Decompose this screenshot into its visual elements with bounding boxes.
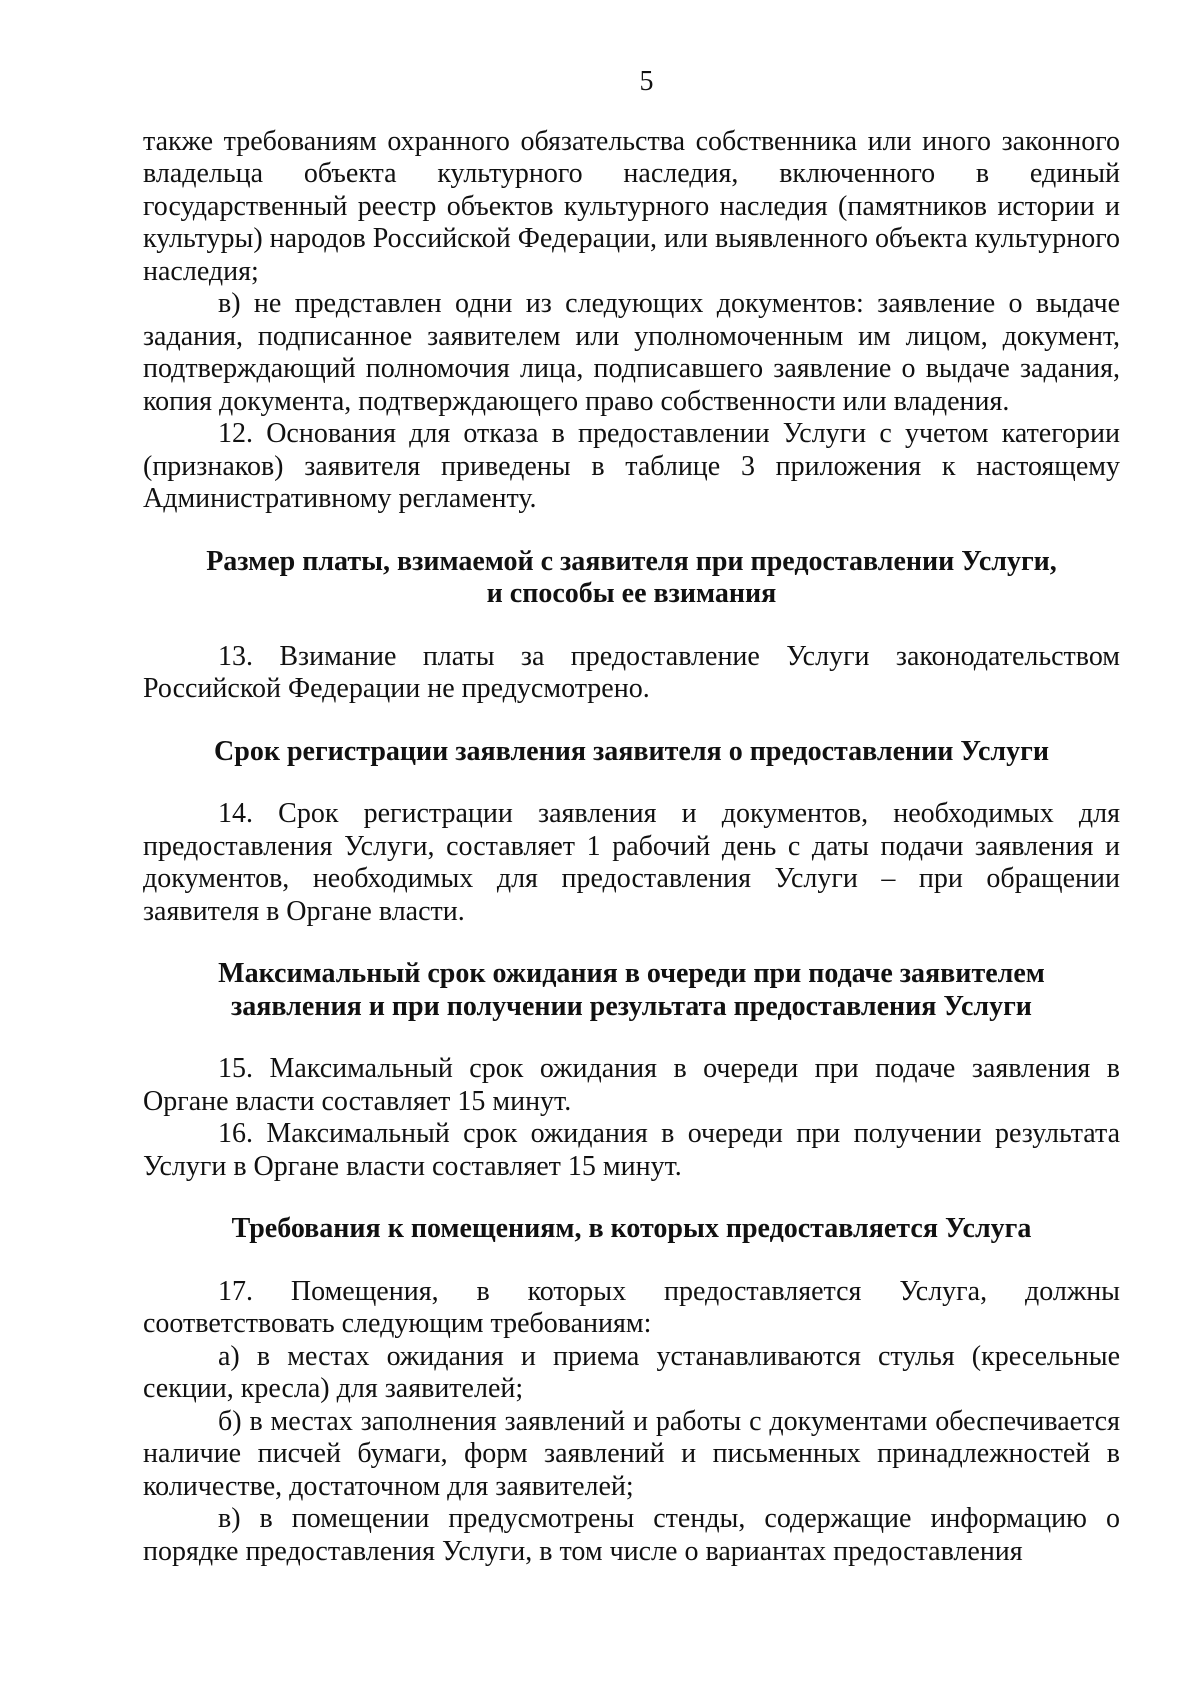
page-number: 5	[639, 66, 654, 97]
paragraph-13: 13. Взимание платы за предоставление Услуги законодательством Российской Федерации не предусмотрено.	[143, 640, 1120, 704]
paragraph-12: 12. Основания для отказа в предоставлении Услуги с учетом категории (признаков) заявителя приведены в таблице 3 приложения к настоящему Административному регламенту.	[143, 418, 1120, 514]
paragraph-15: 15. Максимальный срок ожидания в очереди при подаче заявления в Органе власти составляет 15 минут.	[143, 1053, 1120, 1117]
paragraph-17-a: а) в местах ожидания и приема устанавливаются стулья (кресельные секции, кресла) для заявителей;	[143, 1340, 1120, 1404]
heading-fee: Размер платы, взимаемой с заявителя при предоставлении Услуги, и способы ее взимания	[206, 545, 1057, 609]
paragraph-item-v: в) не представлен одни из следующих документов: заявление о выдаче задания, подписанное заявителем или уполномоченным им лицом, документ, подтверждающий полномочия лица, подписавшего заявление о выдаче задания, копия документа, подтверждающего право собственности или владения.	[143, 288, 1120, 417]
heading-queue: Максимальный срок ожидания в очереди при подаче заявителем заявления и при получении результата предоставления Услуги	[218, 958, 1045, 1022]
paragraph-17: 17. Помещения, в которых предоставляется Услуга, должны соответствовать следующим требованиям:	[143, 1275, 1120, 1339]
paragraph-16: 16. Максимальный срок ожидания в очереди при получении результата Услуги в Органе власти составляет 15 минут.	[143, 1118, 1120, 1182]
paragraph-continuation: также требованиям охранного обязательства собственника или иного законного владельца объекта культурного наследия, включенного в единый государственный реестр объектов культурного наследия (памятников истории и культуры) народов Российской Федерации, или выявленного объекта культурного наследия;	[143, 125, 1120, 287]
paragraph-17-v: в) в помещении предусмотрены стенды, содержащие информацию о порядке предоставления Услуги, в том числе о вариантах предоставления	[143, 1503, 1120, 1567]
paragraph-14: 14. Срок регистрации заявления и документов, необходимых для предоставления Услуги, составляет 1 рабочий день с даты подачи заявления и документов, необходимых для предоставления Услуги – при обращении заявителя в Органе власти.	[143, 798, 1120, 927]
heading-registration: Срок регистрации заявления заявителя о предоставлении Услуги	[214, 735, 1049, 767]
heading-premises: Требования к помещениям, в которых предоставляется Услуга	[231, 1213, 1032, 1244]
paragraph-17-b: б) в местах заполнения заявлений и работы с документами обеспечивается наличие писчей бумаги, форм заявлений и письменных принадлежностей в количестве, достаточном для заявителей;	[143, 1405, 1120, 1502]
